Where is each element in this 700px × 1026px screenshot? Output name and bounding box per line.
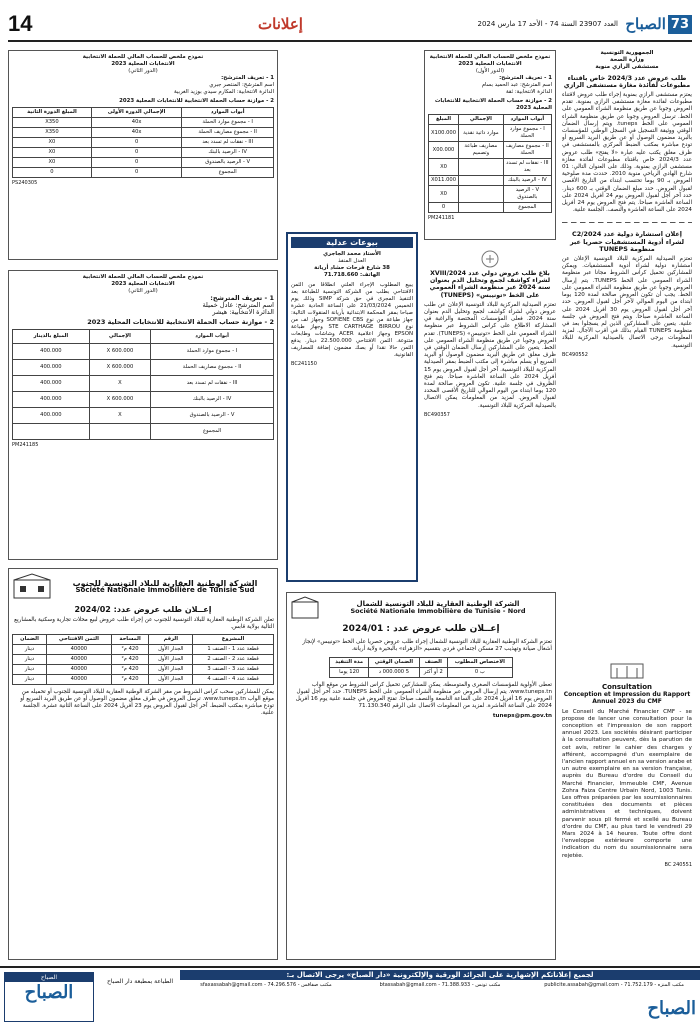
issue-line: العدد 23907 السنة 74 - الأحد 17 مارس 2024	[477, 20, 618, 28]
election-form-2	[8, 50, 278, 260]
col-header: الاختصاص المطلوب	[447, 658, 512, 668]
form-table	[428, 114, 552, 213]
col-header: الصنف	[419, 658, 447, 668]
consult-title: Consultation	[601, 683, 653, 691]
election-form-1	[424, 50, 556, 240]
ad-body: تعتزم الصيدلية المركزية للبلاد التونسية الإعلان عن طلب عروض دولي لشراء كواشف لجمع وتحليل الدم بعنوان سنة 2024. فعلى المؤسسات المختصة والراغبة في المشاركة الاطلاع على كراس الشروط عبر منظومة الشراء العمومي على الخط «تونيبس» (TUNEPS). تقدم العروض وجوبا عن طريق منظومة الشراء العمومي على الخط. يتعين على المشاركين إرسال الضمان الوقتي في ظرف مغلق عن طريق البريد مضمون الوصول أو البريد السريع أو يسلم مباشرة إلى مكتب الضبط بمقر الصيدلية المركزية للبلاد التونسية. آخر أجل لقبول العروض يوم 15 أفريل 2024 على الساعة العاشرة صباحا. يتم فتح الظروف في جلسة علنية. تكون العروض صالحة لمدة 120 يوما ابتداء من اليوم الموالي للتاريخ الأقصى المحدد لقبول العروض. لمزيد من المعلومات يمكن الاتصال بالصيدلية المركزية للبلاد التونسية.	[424, 301, 556, 409]
snit-sud-headline: إعــلان طلب عروض عدد: 2024/02	[74, 605, 212, 614]
election-form-3	[8, 270, 278, 560]
snit-logo-icon	[290, 596, 320, 620]
snit-nord-name-ar: الشركة الوطنية العقارية للبلاد التونسية للشمال	[356, 600, 520, 608]
page-number: 14	[8, 11, 33, 36]
table-row: II - مجموع مصاريف الحملة 40x X350	[13, 128, 274, 138]
table-row: I - مجموع موارد الحملة 600.000 X 400.000	[13, 344, 274, 360]
col-header: المبلغ الدورة الثانية	[13, 108, 92, 118]
snit-nord-table	[329, 657, 512, 678]
logo-number: 73	[668, 15, 692, 34]
table-row: V - الرصيد بالصندوق X 400.000	[13, 408, 274, 424]
form-sum: 2 - موازنة حساب الحملة الانتخابية للانتخابات المحلية 2023	[119, 98, 274, 104]
table-row: V - الرصيد بالصندوق X0	[429, 186, 552, 203]
table-row: قطعة عدد 2 - الصنف 2 الجدار الأول 420 م² 40000 دينار	[13, 655, 274, 665]
ad-body: يعتزم مستشفى الرازي بمنوبة إجراء طلب عروض لاقتناء مطبوعات لفائدة مغازة مستشفى الرازي بمنوبة. تقدم العروض وجوبا عن طريق منظومة الشراء العمومي على الخط. ترسل العروض وجوبا عن طريق منظومة الشراء العمومي على الخط tuneps. ويتم إرسال الضمان الوقتي ووثيقة التسجيل في السجل الوطني للمؤسسات بالبريد مضمون الوصول أو عن طريق البريد السريع أو تودع مباشرة بمكتب الضبط المركزي بالمستشفى في ظرف مغلق يكتب عليه عبارة «لا يفتح» طلب عروض عدد 2024/3 خاص باقتناء مطبوعات لفائدة مغازة مستشفى الرازي بمنوبة. وذلك على العنوان التالي: 01 شارع الهادي الرياحي منوبة 2010. حددت مدة صلوحية العروض بـ 90 يوما تحتسب ابتداء من التاريخ الأقصى لقبول العروض. حدد مبلغ الضمان الوقتي بـ 600 دينار. حدد آخر أجل لقبول العروض يوم 24 أفريل 2024 على الساعة العاشرة صباحا. يتم فتح العروض يوم 24 أفريل 2024 على الساعة العاشرة والنصف. الجلسة علنية.	[562, 92, 692, 214]
consult-body: Le Conseil du Marché Financier CMF - se propose de lancer une consultation pour la conception et l'impression de son rapport annuel 2023. Les sociétés désirant participer à la consultation peuvent, dès la parution de cet avis, retirer le cahier des charges y afférent, accompagné d'un exemplaire de l'ancien rapport annuel en sa version arabe et un autre exemplaire en sa version française, auprès du Bureau d'ordre du Conseil du Marché Financier, Immeuble CMF, Avenue Zohra Faiza Centre Urbain Nord, 1003 Tunis. Les offres préparées par les soumissionnaires constituées des documents et pièces administratives et techniques, doivent parvenir sous pli fermé et scellé au Bureau d'ordre du CMF, au plus tard le vendredi 29 Mars 2024 à 14 heures. Toute offre dont l'enveloppe extérieure comporte une indication du nom du soumissionnaire sera rejetée.	[562, 708, 692, 859]
table-row: المجموع	[13, 424, 274, 440]
ad-auction	[286, 232, 418, 582]
snit-nord-headline: إعــلان طلب عروض عدد : 2024/01	[342, 624, 500, 634]
ad-snit-sud	[8, 568, 278, 960]
form-candidate: 1 - تعريف المترشح:	[221, 75, 274, 81]
ad-title-3: مستشفى الرازي منوبة	[595, 64, 659, 71]
col-header: الإجمالي	[459, 115, 504, 125]
auction-phone: الهاتف: 71.718.660	[323, 272, 381, 278]
masthead-logo	[624, 11, 692, 37]
col-header: مدة التنفيذ	[330, 658, 369, 668]
snit-nord-intro: تعتزم الشركة الوطنية العقارية للبلاد التونسية للشمال إجراء طلب عروض حصريا على الخط «تونيبس» لإنجاز أشغال صيانة وتهذيب 27 مسكن اجتماعي فردي بتقسيم «الزهراء» بالبحيرة ولاية أريانة.	[302, 639, 552, 652]
col-header: المبلغ بالدينار	[13, 330, 90, 344]
col-header: الرقم	[149, 635, 193, 645]
ad-snit-nord	[286, 592, 556, 960]
ad-body-2: تعتزم الصيدلية المركزية للبلاد التونسية الإعلان عن استشارة دولية لشراء أدوية المستشفيات. ويمكن للمشاركين تحميل كراس الشروط مجانا عبر منظومة الشراء العمومي على الخط TUNEPS. يتم إرسال العروض وجوبا عن طريق منظومة الشراء العمومي على الخط. يجب أن تكون العروض صالحة لمدة 120 يوما ابتداء من اليوم الموالي لآخر أجل لقبول العروض. حدد آخر أجل لقبول العروض يوم 30 أفريل 2024 على الساعة العاشرة صباحا. ويتم فتح العروض في جلسة علنية. يتعين على المشاركين الذين لم يسجلوا بعد في منظومة TUNEPS القيام بذلك في أقرب الآجال. لمزيد المعلومات يرجى الاتصال بالصيدلية المركزية للبلاد التونسية.	[562, 256, 692, 349]
snit-sud-table	[12, 634, 274, 685]
pharmacy-logo	[424, 250, 556, 270]
table-row: قطعة عدد 1 - الصنف 1 الجدار الأول 420 م² 40000 دينار	[13, 645, 274, 655]
table-row: IV - الرصيد بالبنك 600.000 X 400.000	[13, 392, 274, 408]
footer-logo-name: الصباح	[24, 982, 74, 1003]
snit-sud-header	[12, 572, 274, 602]
page-header	[8, 8, 692, 42]
form-circle: الدائرة الانتخابية: ثقة	[506, 89, 552, 95]
auction-role: العدل المنفذ	[338, 258, 366, 264]
ad-cmf-consultation	[562, 660, 692, 960]
col-header: الإجمالي الدورة الأولى	[91, 108, 181, 118]
ad-title-2: وزارة الصحة	[609, 57, 645, 64]
snit-sud-name-fr: Société Nationale Immobilière de Tunisie Sud	[75, 586, 255, 594]
table-row: III - نفقات لم تسدد بعد X 400.000	[13, 376, 274, 392]
snit-nord-header	[290, 596, 552, 620]
col-header: الثمن الافتتاحي	[47, 635, 112, 645]
table-row: II - مجموع مصاريف الحملة 600.000 X 400.000	[13, 360, 274, 376]
col-header: المساحة	[111, 635, 149, 645]
auction-body: يبيع المطلوب الإجراء العلني انطلاقا من الثمن الافتتاحي بطلب من الشركة التونسية للطباعة بعد التنفيذ المجرى في حق شركة SIMP وذلك يوم الخميس 21/03/2024 على الساعة الحادية عشرة صباحا بمقر المحكمة الابتدائية بأريانة المنقولات التالية: جهاز طباعة من نوع SOFIENE CBS وجهاز لف من نوع STE CARTHAGE BIRROU وجهاز طباعة EPSON وجهاز اعلامية ACER وشاشات وطابعات متنوعة. الثمن الافتتاحي 22.500.000 دينار. يدفع الثمن حالا نقدا أو بصك مضمون إضافة للمصاريف القانونية.	[291, 282, 414, 358]
form-table	[12, 329, 274, 440]
footer-right-logo: الصباح	[647, 998, 696, 1019]
divider	[562, 220, 692, 225]
consult-ref: BC 240551	[664, 861, 692, 868]
snit-sud-body: يمكن للمشاركين سحب كراس الشروط من مقر الشركة الوطنية العقارية للبلاد التونسية للجنوب أو تحميله من موقع الواب www.tuneps.tn. ترسل العروض في ظرف مغلق مضمون الوصول أو عن طريق البريد السريع أو تودع مباشرة بمكتب الضبط. آخر أجل لقبول العروض يوم 23 أفريل 2024 على الساعة الثانية عشرة. الجلسة علنية.	[20, 689, 274, 716]
form-circle: الدائرة الانتخابية: هيشر	[212, 308, 274, 316]
consult-subtitle: Conception et Impression du Rapport Annuel 2023 du CMF	[563, 691, 691, 706]
form-subtitle: الانتخابات المحلية 2023	[458, 61, 522, 67]
footer-tag: الطباعة بمطبعة دار الصباح	[106, 978, 173, 985]
footer-bar: لجميع إعلاناتكم الإشهارية على الجرائد الورقية والإلكترونية «دار الصباح» يرجى الاتصال بـ:	[180, 970, 700, 980]
form-name: اسم المترشح: عبد الحميد بسام	[481, 82, 552, 88]
auction-ref: BC241150	[291, 361, 317, 367]
col-header: الضمان	[13, 635, 47, 645]
table-row: ب 0 2 أو أكثر 5 000.000 د 120 يوما	[330, 668, 512, 678]
snit-nord-email: tuneps@pm.gov.tn	[492, 713, 552, 719]
footer-offices	[180, 982, 700, 988]
table-row: IV - الرصيد بالبنك 0 X0	[13, 148, 274, 158]
table-row: V - الرصيد بالصندوق 0 X0	[13, 158, 274, 168]
col-header: الضمان الوقتي	[368, 658, 419, 668]
cmf-logo	[562, 660, 692, 684]
table-row: IV - الرصيد بالبنك X011.000	[429, 176, 552, 186]
form-subtitle: الانتخابات المحلية 2023	[111, 61, 175, 67]
form-table	[12, 107, 274, 178]
logo-name: الصباح	[625, 15, 666, 33]
form-circle: الدائرة الانتخابية: المكارم سيدي بوزيد الغربية	[174, 89, 274, 95]
form-sum: 2 - موازنة حساب الحملة الانتخابية للانتخابات المحلية 2023	[434, 98, 552, 111]
ad-headline-2: إعلان استشارة دولية عدد 2024/C2 لشراء أدوية المستشفيات حصريا عبر منظومة TUNEPS	[569, 230, 685, 253]
auction-address: 38 شارع فرحات حشاد أريانة	[314, 265, 390, 271]
col-header: الإجمالي	[89, 330, 150, 344]
ad-ref: BC490357	[424, 411, 450, 418]
snit-sud-intro: تعلن الشركة الوطنية العقارية للبلاد التونسية للجنوب عن إجراء طلب عروض لبيع محلات تجارية وسكنية بالمشاريع التالية بولاية قابس.	[14, 617, 274, 630]
table-row: I - مجموع موارد الحملة موارد ذاتية نقدية X100.000	[429, 125, 552, 142]
table-row: قطعة عدد 4 - الصنف 4 الجدار الأول 420 م² 40000 دينار	[13, 675, 274, 685]
table-row: المجموع 0	[429, 203, 552, 213]
form-subtitle: الانتخابات المحلية 2023	[111, 281, 175, 287]
col-header: المشروع	[193, 635, 274, 645]
ad-central-pharmacy	[424, 250, 556, 580]
snit-logo-icon	[12, 572, 52, 602]
col-header: المبلغ	[429, 115, 459, 125]
snit-sud-name-ar: الشركة الوطنية العقارية للبلاد التونسية للجنوب	[72, 579, 258, 588]
auction-name: الأستاذ محمد الجاجري	[323, 251, 381, 257]
snit-nord-name-fr: Société Nationale Immobilière de Tunisie - Nord	[350, 607, 526, 615]
table-row: III - نفقات لم تسدد بعد 0 X0	[13, 138, 274, 148]
office-menzah: مكتب المنزه - 71.752.179 - publicite.assabah@gmail.com	[544, 982, 684, 988]
snit-nord-body: تعطى الأولوية للمؤسسات الصغرى والمتوسطة. يمكن للمشاركين تحميل كراس الشروط من موقع الواب www.tuneps.tn. يتم إرسال العروض عبر منظومة الشراء العمومي على الخط TUNEPS. حدد آخر أجل لقبول العروض يوم 16 أفريل 2024 على الساعة التاسعة والنصف صباحا. تفتح العروض في جلسة علنية يوم 16 أفريل 2024 على الساعة العاشرة. لمزيد من المعلومات الاتصال على الرقم 71.130.340	[295, 682, 552, 709]
col-header: أبواب الموارد	[182, 108, 274, 118]
section-title: إعلانات	[258, 15, 303, 33]
table-row: قطعة عدد 3 - الصنف 3 الجدار الأول 420 م² 40000 دينار	[13, 665, 274, 675]
form-name: اسم المترشح: المنتصر جبري	[209, 82, 274, 88]
ad-ref: BC490552	[562, 351, 588, 358]
form-ref: PS240305	[12, 180, 38, 186]
form-title: نموذج ملخص للحساب المالي للحملة الانتخابية	[82, 274, 204, 280]
footer-logo	[4, 972, 94, 1022]
ad-headline: طلب عروض عدد 2024/3 خاص باقتناء مطبوعات لفائدة مغازة مستشفى الرازي	[563, 73, 691, 89]
page-footer	[0, 966, 700, 1026]
form-round: (الدور الثاني)	[128, 288, 158, 294]
form-round: (الدور الأول)	[475, 68, 505, 74]
col-header: أبواب الموارد	[503, 115, 551, 125]
ad-title-1: الجمهورية التونسية	[600, 50, 654, 56]
office-sfax: مكتب صفاقس - 74.296.576 - sfaxassabah@gmail.com	[200, 982, 332, 988]
footer-logo-top: الصباح	[5, 973, 93, 982]
form-title: نموذج ملخص للحساب المالي للحملة الانتخابية	[82, 54, 204, 60]
ad-razi-hospital	[562, 50, 692, 650]
col-header: أبواب الموارد	[151, 330, 274, 344]
form-candidate: 1 - تعريف المترشح:	[499, 75, 552, 81]
office-tunis: مكتب تونس - 71.388.933 - btassabah@gmail.com	[379, 982, 501, 988]
table-row: III - نفقات لم تسدد بعد X0	[429, 159, 552, 176]
form-ref: PM241185	[12, 442, 39, 448]
table-row: II - مجموع مصاريف الحملة مصاريف طباعة وتصميم X00.000	[429, 142, 552, 159]
table-row: I - مجموع موارد الحملة 40x X350	[13, 118, 274, 128]
form-round: (الدور الثاني)	[128, 68, 158, 74]
ad-headline: بلاغ طلب عروض دولي عدد 2024/XVIII لشراء كواشف لجمع وتحليل الدم بعنوان سنة 2024 عبر منظومة الشراء العمومي على الخط «تونيبس» (TUNEPS)	[429, 270, 551, 299]
form-sum: 2 - موازنة حساب الحملة الانتخابية للانتخابات المحلية 2023	[87, 318, 274, 326]
form-title: نموذج ملخص للحساب المالي للحملة الانتخابية	[429, 54, 551, 60]
form-ref: PM241181	[428, 215, 455, 221]
form-name: اسم المترشح: عادل خميلة	[202, 301, 274, 309]
table-row: المجموع 0 0	[13, 168, 274, 178]
form-candidate: 1 - تعريف المترشح:	[210, 294, 274, 302]
auction-title: بيوعات عدلية	[291, 237, 413, 248]
